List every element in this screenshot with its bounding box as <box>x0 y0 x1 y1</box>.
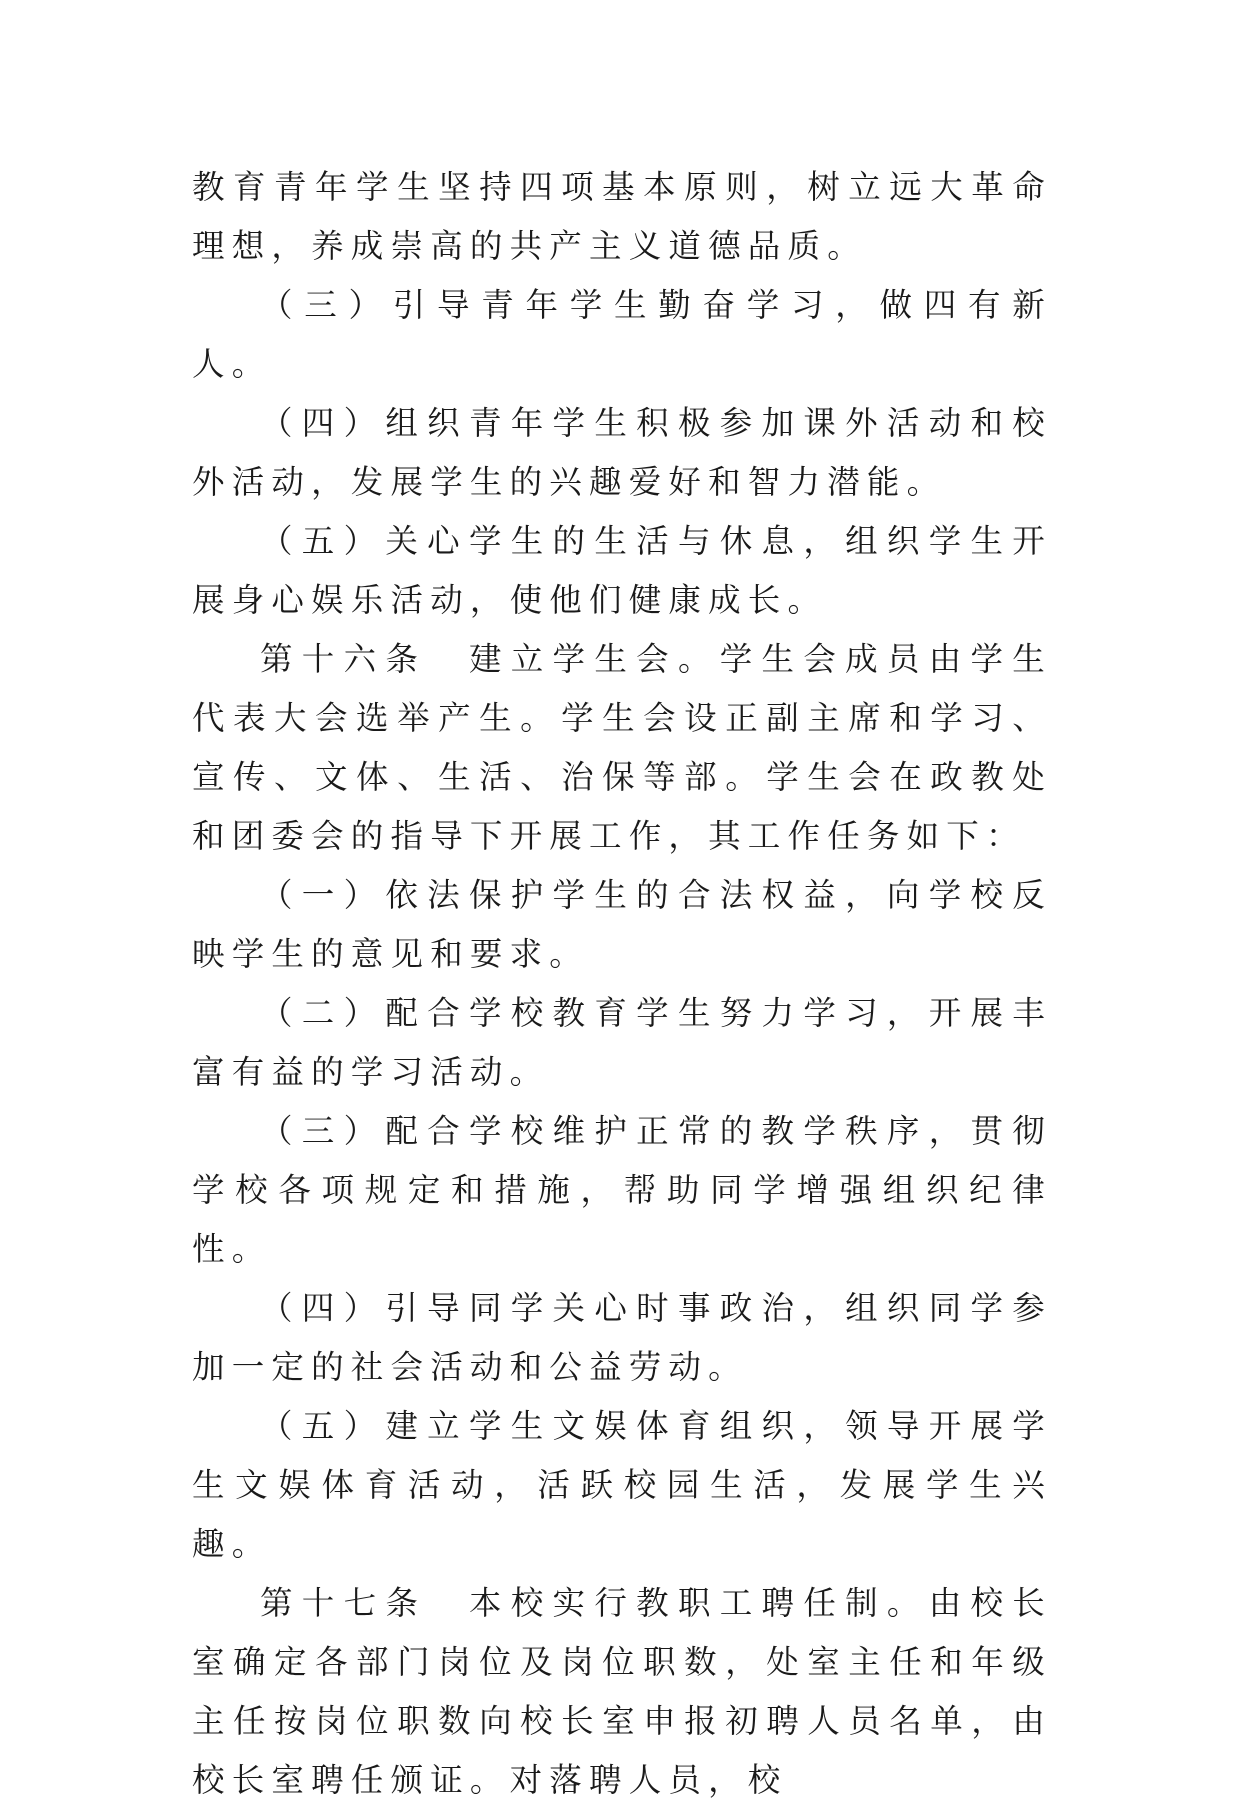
paragraph-1: 教育青年学生坚持四项基本原则，树立远大革命理想，养成崇高的共产主义道德品质。 <box>192 168 1052 265</box>
paragraph-4: （五）关心学生的生活与休息，组织学生开展身心娱乐活动，使他们健康成长。 <box>192 522 1052 619</box>
paragraph-8: （三）配合学校维护正常的教学秩序，贯彻学校各项规定和措施，帮助同学增强组织纪律性。 <box>192 1112 1052 1268</box>
paragraph-6: （一）依法保护学生的合法权益，向学校反映学生的意见和要求。 <box>192 876 1052 973</box>
article-16-paragraph: 第十六条 建立学生会。学生会成员由学生代表大会选举产生。学生会设正副主席和学习、宣传、文体、生活、治保等部。学生会在政教处和团委会的指导下开展工作，其工作任务如下： <box>192 640 1052 855</box>
paragraph-10: （五）建立学生文娱体育组织，领导开展学生文娱体育活动，活跃校园生活，发展学生兴趣。 <box>192 1407 1052 1563</box>
paragraph-3: （四）组织青年学生积极参加课外活动和校外活动，发展学生的兴趣爱好和智力潜能。 <box>192 404 1052 501</box>
paragraph-7: （二）配合学校教育学生努力学习，开展丰富有益的学习活动。 <box>192 994 1052 1091</box>
paragraph-9: （四）引导同学关心时事政治，组织同学参加一定的社会活动和公益劳动。 <box>192 1289 1052 1386</box>
document-body <box>192 158 1052 1810</box>
article-17-paragraph: 第十七条 本校实行教职工聘任制。由校长室确定各部门岗位及岗位职数，处室主任和年级主任按岗位职数向校长室申报初聘人员名单，由校长室聘任颁证。对落聘人员，校 <box>192 1584 1052 1799</box>
paragraph-2: （三）引导青年学生勤奋学习，做四有新人。 <box>192 286 1052 383</box>
